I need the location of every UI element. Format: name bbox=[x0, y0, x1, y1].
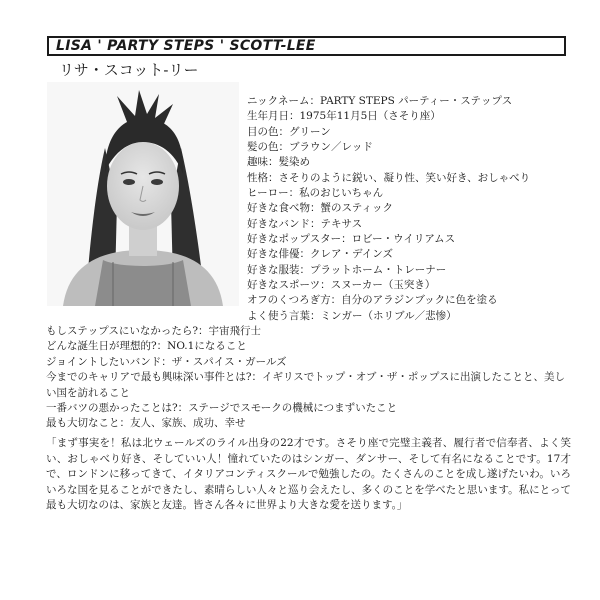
qa-item: ジョイントしたいバンド：ザ・スパイス・ガールズ bbox=[46, 355, 287, 368]
profile-item: 髪の色：ブラウン／レッド bbox=[247, 141, 373, 154]
profile-item: 好きなポップスター：ロビー・ウイリアムス bbox=[247, 233, 456, 246]
profile-item: 生年月日：1975年11月5日（さそり座） bbox=[247, 110, 441, 123]
kana-name: リサ・スコット-リー bbox=[59, 61, 199, 79]
qa-item: どんな誕生日が理想的?：NO.1になること bbox=[46, 340, 247, 353]
profile-item: ヒーロー：私のおじいちゃん bbox=[247, 187, 384, 200]
portrait-illustration bbox=[47, 82, 239, 306]
qa-item: 今までのキャリアで最も興味深い事件とは?：イギリスでトップ・オブ・ザ・ポップスに出演したことと、美しい国を訪れること bbox=[46, 371, 565, 399]
profile-item: 目の色：グリーン bbox=[247, 125, 331, 138]
profile-item: ニックネーム：PARTY STEPS パーティー・ステップス bbox=[247, 95, 513, 107]
page-title: LISA ' PARTY STEPS ' SCOTT-LEE bbox=[56, 38, 316, 54]
qa-item: 最も大切なこと：友人、家族、成功、幸せ bbox=[46, 417, 246, 430]
profile-item: よく使う言葉：ミンガー（ホリブル／悲惨） bbox=[247, 309, 457, 322]
profile-item: 趣味：髪染め bbox=[247, 156, 310, 169]
profile-item: 好きな食べ物：蟹のスティック bbox=[247, 202, 393, 215]
qa-list bbox=[46, 324, 571, 432]
qa-item: 一番バツの悪かったことは?：ステージでスモークの機械につまずいたこと bbox=[46, 402, 398, 415]
profile-item: 好きな俳優：クレア・デインズ bbox=[247, 248, 393, 261]
quote-paragraph: 「まず事実を！私は北ウェールズのライル出身の22才です。さそり座で完璧主義者、履行者で信奉者、よく笑い、おしゃべり好き、そしていい人！憧れていたのはシンガー、ダンサー、そして有名になることです。17才で、ロンドンに移ってきて、イタリアコンティスクールで勉強したの。たくさんのことを成し遂げたいわ。いろいろな国を見ることができたし、素晴らしい人々と巡り会えたし、多くのことを学べたと思います。私にとって最も大切なのは、家族と友達。皆さん各々に世界より大きな愛を送ります。」 bbox=[46, 437, 571, 512]
portrait-photo bbox=[47, 82, 239, 306]
profile-item: オフのくつろぎ方：自分のアラジンブックに色を塗る bbox=[247, 294, 498, 307]
profile-item: 好きなバンド：テキサス bbox=[247, 217, 363, 230]
profile-item: 好きな服装：プラットホーム・トレーナー bbox=[247, 263, 447, 276]
profile-item: 性格：さそりのように鋭い、凝り性、笑い好き、おしゃべり bbox=[247, 171, 531, 184]
profile-list bbox=[247, 94, 567, 324]
profile-item: 好きなスポーツ：スヌーカー（玉突き） bbox=[247, 279, 436, 292]
qa-item: もしステップスにいなかったら?：宇宙飛行士 bbox=[46, 325, 261, 337]
